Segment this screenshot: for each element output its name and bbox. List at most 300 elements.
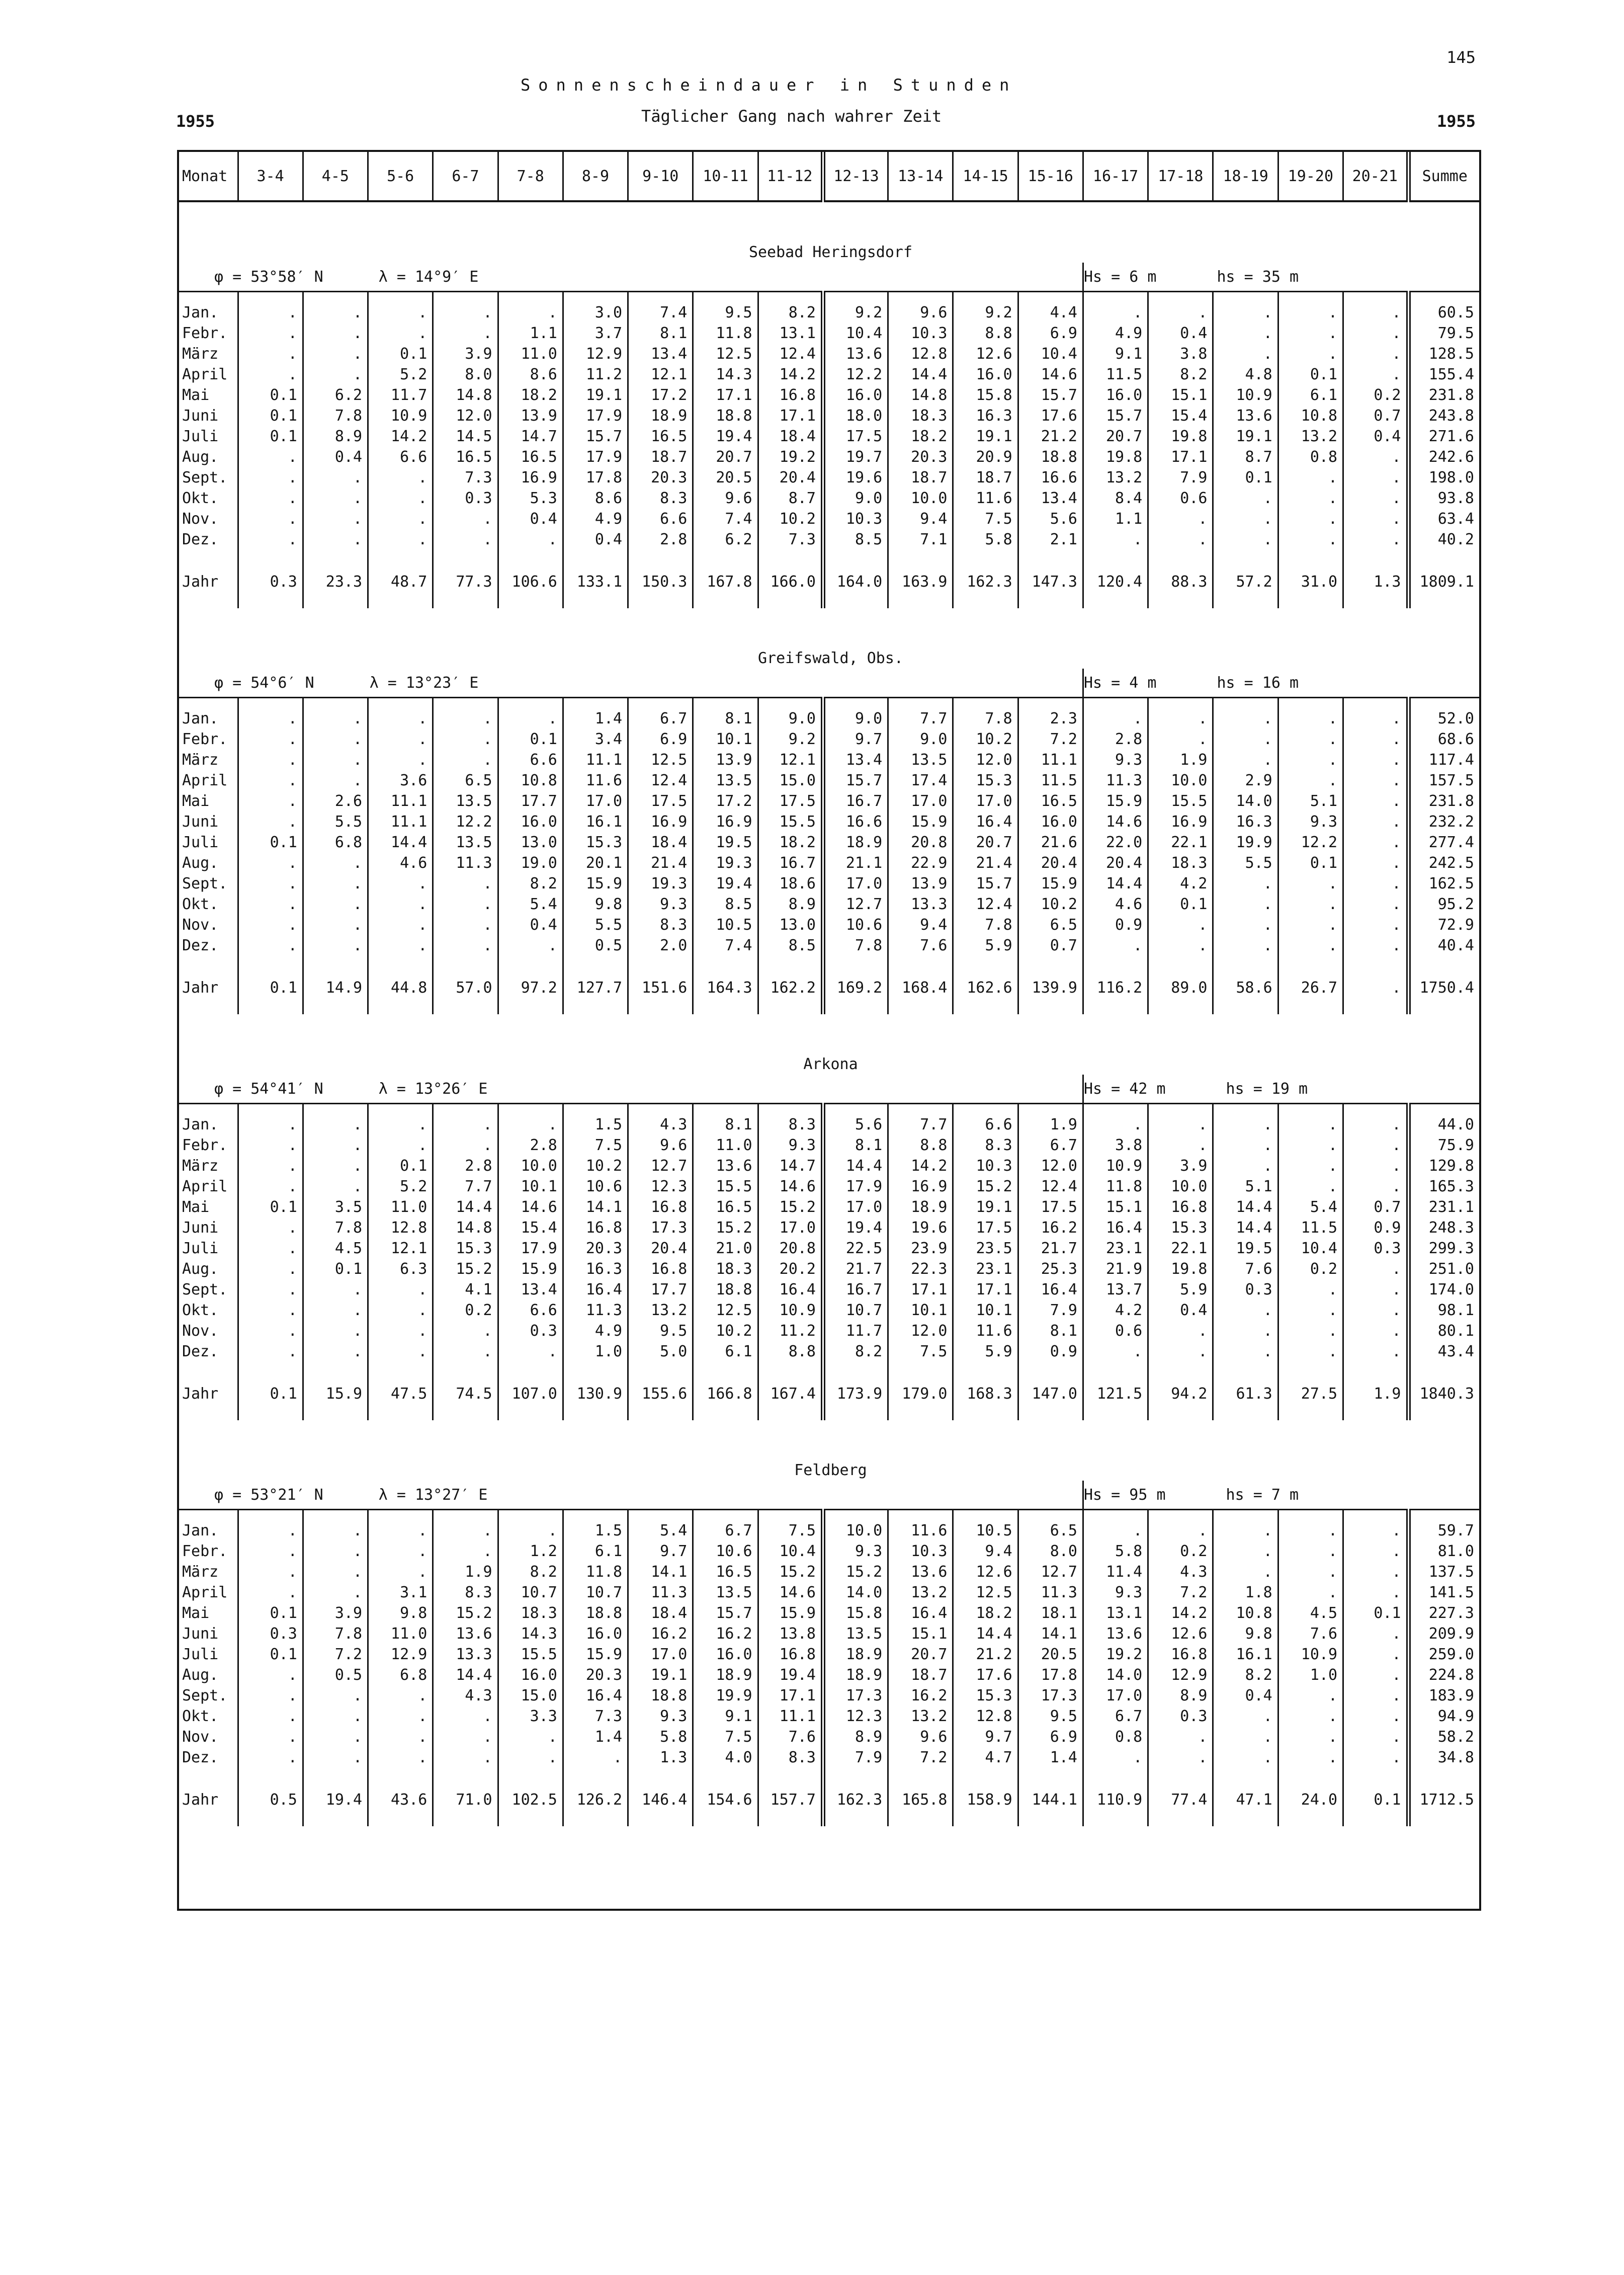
table-cell: 1.0 xyxy=(1278,1665,1343,1685)
table-cell: . xyxy=(1213,935,1278,956)
instrument-height: hs = 7 m xyxy=(1226,1486,1299,1504)
table-cell: 16.7 xyxy=(823,1279,888,1300)
table-cell: 16.4 xyxy=(953,811,1018,832)
table-cell: 129.8 xyxy=(1408,1156,1479,1176)
table-cell: 6.8 xyxy=(303,832,368,853)
table-cell: 16.6 xyxy=(1018,467,1083,488)
table-row xyxy=(179,426,1479,447)
table-cell: 0.9 xyxy=(1018,1341,1083,1362)
total-cell: 121.5 xyxy=(1083,1382,1148,1405)
table-cell: 0.1 xyxy=(1278,853,1343,873)
table-cell: 18.9 xyxy=(888,1197,953,1217)
table-row xyxy=(179,853,1479,873)
table-cell: . xyxy=(238,1706,303,1727)
table-cell: 8.1 xyxy=(628,323,693,344)
spacer-row xyxy=(179,1768,1479,1788)
table-cell: 9.5 xyxy=(693,302,758,323)
table-cell: 18.9 xyxy=(823,832,888,853)
month-label: April xyxy=(182,1178,228,1195)
table-cell: 15.3 xyxy=(433,1238,498,1259)
table-cell: 0.9 xyxy=(1083,915,1148,935)
month-label: Sept. xyxy=(182,875,228,892)
table-cell: 7.8 xyxy=(303,1623,368,1644)
table-cell: 15.4 xyxy=(1148,405,1213,426)
year-label-right: 1955 xyxy=(1436,112,1476,131)
table-cell: 18.9 xyxy=(823,1665,888,1685)
table-cell: . xyxy=(1213,1135,1278,1156)
table-cell: 0.1 xyxy=(1213,467,1278,488)
table-cell: . xyxy=(368,1341,433,1362)
table-cell: . xyxy=(1343,302,1408,323)
table-cell: . xyxy=(1343,509,1408,529)
table-cell: 16.4 xyxy=(888,1603,953,1623)
table-cell: 14.4 xyxy=(1213,1217,1278,1238)
table-cell: . xyxy=(563,1747,628,1768)
table-cell: 75.9 xyxy=(1408,1135,1479,1156)
table-cell: 16.2 xyxy=(1018,1217,1083,1238)
month-label: Juni xyxy=(182,813,219,831)
table-cell: 4.9 xyxy=(1083,323,1148,344)
table-cell: 15.5 xyxy=(758,811,823,832)
total-cell: 1750.4 xyxy=(1408,976,1479,999)
table-cell: 14.4 xyxy=(433,1197,498,1217)
table-cell: 43.4 xyxy=(1408,1341,1479,1362)
table-cell: . xyxy=(238,467,303,488)
table-cell: 248.3 xyxy=(1408,1217,1479,1238)
table-cell: 17.0 xyxy=(1083,1685,1148,1706)
table-cell: 18.6 xyxy=(758,873,823,894)
total-cell: 158.9 xyxy=(953,1788,1018,1811)
table-cell: 19.5 xyxy=(1213,1238,1278,1259)
table-cell: 13.3 xyxy=(433,1644,498,1665)
table-cell: . xyxy=(1343,1341,1408,1362)
table-cell: . xyxy=(498,1114,563,1135)
month-label: März xyxy=(182,1563,219,1581)
table-cell: 7.8 xyxy=(303,1217,368,1238)
table-cell: 18.0 xyxy=(823,405,888,426)
column-header: 13-14 xyxy=(888,152,953,201)
table-cell: 17.9 xyxy=(563,405,628,426)
table-cell: 15.5 xyxy=(1148,791,1213,811)
table-cell: 10.1 xyxy=(888,1300,953,1321)
table-cell: . xyxy=(1148,1114,1213,1135)
table-cell: 15.1 xyxy=(888,1623,953,1644)
table-cell: . xyxy=(1278,750,1343,770)
total-cell: 164.3 xyxy=(693,976,758,999)
table-cell: 10.9 xyxy=(758,1300,823,1321)
table-cell: 8.0 xyxy=(1018,1541,1083,1562)
total-cell: 26.7 xyxy=(1278,976,1343,999)
table-cell: . xyxy=(1278,1341,1343,1362)
table-cell: 16.0 xyxy=(563,1623,628,1644)
table-cell: 1.8 xyxy=(1213,1582,1278,1603)
table-cell: . xyxy=(303,1562,368,1582)
total-cell: 88.3 xyxy=(1148,570,1213,593)
table-row xyxy=(179,509,1479,529)
table-row xyxy=(179,1321,1479,1341)
table-cell: . xyxy=(1278,488,1343,509)
table-cell: 20.5 xyxy=(693,467,758,488)
table-cell: . xyxy=(303,1135,368,1156)
table-cell: 7.6 xyxy=(1278,1623,1343,1644)
table-cell: 0.1 xyxy=(238,405,303,426)
table-cell: 7.7 xyxy=(888,1114,953,1135)
table-cell: . xyxy=(368,509,433,529)
table-cell: 1.5 xyxy=(563,1520,628,1541)
table-cell: . xyxy=(1343,1135,1408,1156)
table-cell: 3.9 xyxy=(303,1603,368,1623)
table-cell: . xyxy=(303,1279,368,1300)
table-cell: 15.3 xyxy=(953,770,1018,791)
table-cell: 0.8 xyxy=(1083,1727,1148,1747)
table-cell: 10.3 xyxy=(888,323,953,344)
table-cell: 16.0 xyxy=(1018,811,1083,832)
table-row xyxy=(179,894,1479,915)
month-label: Sept. xyxy=(182,1281,228,1298)
sunshine-table xyxy=(177,150,1481,1911)
total-cell: 173.9 xyxy=(823,1382,888,1405)
table-cell: 16.0 xyxy=(823,385,888,405)
total-cell: 107.0 xyxy=(498,1382,563,1405)
table-cell: 10.8 xyxy=(498,770,563,791)
table-row xyxy=(179,1197,1479,1217)
table-cell: . xyxy=(1343,1623,1408,1644)
table-row xyxy=(179,364,1479,385)
total-cell: 133.1 xyxy=(563,570,628,593)
table-cell: 11.1 xyxy=(1018,750,1083,770)
table-cell: 17.1 xyxy=(758,1685,823,1706)
table-cell: 22.9 xyxy=(888,853,953,873)
table-cell: 18.7 xyxy=(888,1665,953,1685)
total-cell: 0.1 xyxy=(1343,1788,1408,1811)
table-cell: 14.4 xyxy=(953,1623,1018,1644)
month-label: April xyxy=(182,772,228,789)
table-cell: 12.9 xyxy=(368,1644,433,1665)
table-cell: 13.2 xyxy=(628,1300,693,1321)
table-cell: . xyxy=(238,791,303,811)
table-cell: 7.4 xyxy=(693,935,758,956)
table-cell: 16.8 xyxy=(758,1644,823,1665)
table-cell: . xyxy=(1343,1644,1408,1665)
month-label: Juli xyxy=(182,834,219,851)
longitude: λ = 13°27′ E xyxy=(378,1486,488,1504)
table-cell: 11.0 xyxy=(693,1135,758,1156)
table-cell: 8.3 xyxy=(433,1582,498,1603)
table-cell: 16.1 xyxy=(1213,1644,1278,1665)
table-cell: 5.0 xyxy=(628,1341,693,1362)
table-cell: 15.0 xyxy=(758,770,823,791)
table-cell: 19.1 xyxy=(628,1665,693,1685)
table-cell: 14.2 xyxy=(1148,1603,1213,1623)
table-cell: 20.5 xyxy=(1018,1644,1083,1665)
table-cell: 12.7 xyxy=(628,1156,693,1176)
table-cell: 8.4 xyxy=(1083,488,1148,509)
table-cell: . xyxy=(303,1114,368,1135)
table-cell: . xyxy=(1083,708,1148,729)
table-cell: 0.6 xyxy=(1083,1321,1148,1341)
table-cell: 137.5 xyxy=(1408,1562,1479,1582)
table-cell: 7.9 xyxy=(823,1747,888,1768)
table-row xyxy=(179,1217,1479,1238)
table-cell: 13.5 xyxy=(433,791,498,811)
table-cell: . xyxy=(1278,1135,1343,1156)
table-cell: . xyxy=(1213,1156,1278,1176)
month-label: Juli xyxy=(182,428,219,445)
table-cell: . xyxy=(368,1727,433,1747)
table-cell: 13.5 xyxy=(888,750,953,770)
table-cell: 14.3 xyxy=(693,364,758,385)
table-cell: 25.3 xyxy=(1018,1259,1083,1279)
table-cell: 21.1 xyxy=(823,853,888,873)
table-cell: 14.8 xyxy=(888,385,953,405)
table-cell: 5.5 xyxy=(1213,853,1278,873)
table-cell: 9.0 xyxy=(823,488,888,509)
table-cell: . xyxy=(1148,1341,1213,1362)
table-cell: 19.3 xyxy=(693,853,758,873)
table-cell: 14.0 xyxy=(1213,791,1278,811)
table-cell: 68.6 xyxy=(1408,729,1479,750)
table-cell: 20.9 xyxy=(953,447,1018,467)
table-cell: 4.1 xyxy=(433,1279,498,1300)
table-cell: . xyxy=(433,1706,498,1727)
table-cell: 3.6 xyxy=(368,770,433,791)
table-cell: 18.3 xyxy=(1148,853,1213,873)
table-cell: 10.3 xyxy=(953,1156,1018,1176)
table-cell: 8.1 xyxy=(1018,1321,1083,1341)
table-cell: 12.6 xyxy=(953,344,1018,364)
month-label: Jan. xyxy=(182,1116,219,1133)
table-cell: 17.5 xyxy=(953,1217,1018,1238)
table-cell: 2.1 xyxy=(1018,529,1083,550)
table-cell: 11.3 xyxy=(628,1582,693,1603)
table-cell: 4.9 xyxy=(563,1321,628,1341)
table-cell: . xyxy=(433,1341,498,1362)
table-cell: 20.1 xyxy=(563,853,628,873)
table-cell: . xyxy=(1213,509,1278,529)
table-cell: . xyxy=(303,729,368,750)
table-cell: . xyxy=(1343,1706,1408,1727)
table-cell: . xyxy=(1213,1114,1278,1135)
total-cell: 1712.5 xyxy=(1408,1788,1479,1811)
table-cell: 13.6 xyxy=(693,1156,758,1176)
table-cell: 18.8 xyxy=(563,1603,628,1623)
year-label: Jahr xyxy=(182,1385,219,1403)
month-label: Juni xyxy=(182,407,219,425)
spacer-row xyxy=(179,1510,1479,1521)
table-cell: 183.9 xyxy=(1408,1685,1479,1706)
total-cell: 1840.3 xyxy=(1408,1382,1479,1405)
table-cell: 10.1 xyxy=(953,1300,1018,1321)
table-cell: 21.7 xyxy=(823,1259,888,1279)
table-cell: 7.7 xyxy=(433,1176,498,1197)
table-cell: 5.5 xyxy=(563,915,628,935)
table-cell: . xyxy=(1278,708,1343,729)
table-cell: 12.5 xyxy=(693,1300,758,1321)
table-cell: . xyxy=(368,1321,433,1341)
table-cell: 0.3 xyxy=(433,488,498,509)
total-cell: 74.5 xyxy=(433,1382,498,1405)
table-cell: 13.4 xyxy=(498,1279,563,1300)
table-cell: 174.0 xyxy=(1408,1279,1479,1300)
table-row xyxy=(179,1279,1479,1300)
table-cell: 19.2 xyxy=(758,447,823,467)
table-cell: 10.1 xyxy=(693,729,758,750)
table-row xyxy=(179,1520,1479,1541)
table-cell: . xyxy=(1343,1114,1408,1135)
total-cell: 89.0 xyxy=(1148,976,1213,999)
table-cell: 40.2 xyxy=(1408,529,1479,550)
table-cell: 8.2 xyxy=(758,302,823,323)
table-cell: 15.1 xyxy=(1083,1197,1148,1217)
table-cell: 21.7 xyxy=(1018,1238,1083,1259)
table-cell: . xyxy=(368,1279,433,1300)
table-row xyxy=(179,302,1479,323)
table-cell: . xyxy=(1213,323,1278,344)
table-cell: . xyxy=(238,1217,303,1238)
table-cell: 16.9 xyxy=(628,811,693,832)
table-cell: . xyxy=(238,302,303,323)
table-cell: . xyxy=(303,935,368,956)
header-row xyxy=(179,152,1479,201)
table-cell: 7.2 xyxy=(888,1747,953,1768)
table-cell: 3.3 xyxy=(498,1706,563,1727)
table-cell: . xyxy=(1083,529,1148,550)
table-cell: 2.3 xyxy=(1018,708,1083,729)
table-cell: 10.4 xyxy=(758,1541,823,1562)
table-cell: 7.5 xyxy=(953,509,1018,529)
table-cell: . xyxy=(1213,1562,1278,1582)
table-cell: 242.5 xyxy=(1408,853,1479,873)
table-cell: 16.0 xyxy=(498,1665,563,1685)
table-cell: 11.3 xyxy=(1083,770,1148,791)
table-cell: 17.5 xyxy=(628,791,693,811)
table-cell: 18.8 xyxy=(1018,447,1083,467)
table-cell: . xyxy=(303,1341,368,1362)
column-header: 4-5 xyxy=(303,152,368,201)
table-cell: 22.0 xyxy=(1083,832,1148,853)
table-cell: 8.3 xyxy=(628,488,693,509)
table-cell: 12.1 xyxy=(628,364,693,385)
table-cell: 11.3 xyxy=(1018,1582,1083,1603)
month-label: Juni xyxy=(182,1219,219,1237)
table-cell: 17.1 xyxy=(1148,447,1213,467)
table-cell: 5.5 xyxy=(303,811,368,832)
table-cell: 7.8 xyxy=(823,935,888,956)
table-cell: 9.4 xyxy=(888,509,953,529)
total-cell: 24.0 xyxy=(1278,1788,1343,1811)
table-cell: 11.5 xyxy=(1083,364,1148,385)
table-cell: 2.8 xyxy=(498,1135,563,1156)
total-cell: 71.0 xyxy=(433,1788,498,1811)
total-cell: 163.9 xyxy=(888,570,953,593)
table-cell: 9.2 xyxy=(823,302,888,323)
total-cell: 0.1 xyxy=(238,1382,303,1405)
table-cell: . xyxy=(1343,1747,1408,1768)
table-cell: 18.1 xyxy=(1018,1603,1083,1623)
table-cell: . xyxy=(433,873,498,894)
table-cell: . xyxy=(433,1541,498,1562)
data-table xyxy=(179,152,1479,1826)
table-cell: 12.9 xyxy=(1148,1665,1213,1685)
table-cell: 4.7 xyxy=(953,1747,1018,1768)
table-cell: 7.9 xyxy=(1148,467,1213,488)
column-header: 16-17 xyxy=(1083,152,1148,201)
table-cell: . xyxy=(1148,1135,1213,1156)
table-cell: 14.2 xyxy=(758,364,823,385)
table-cell: . xyxy=(498,1341,563,1362)
table-cell: 19.1 xyxy=(1213,426,1278,447)
table-cell: 2.8 xyxy=(433,1156,498,1176)
table-cell: . xyxy=(303,1582,368,1603)
table-cell: . xyxy=(498,1520,563,1541)
table-cell: 20.7 xyxy=(693,447,758,467)
table-cell: 14.6 xyxy=(1083,811,1148,832)
total-cell: 0.5 xyxy=(238,1788,303,1811)
table-cell: 6.7 xyxy=(693,1520,758,1541)
table-cell: 0.2 xyxy=(1343,385,1408,405)
month-label: März xyxy=(182,751,219,769)
table-cell: 18.2 xyxy=(758,832,823,853)
table-cell: . xyxy=(1343,1582,1408,1603)
table-row xyxy=(179,385,1479,405)
table-cell: 1.9 xyxy=(1018,1114,1083,1135)
table-cell: 128.5 xyxy=(1408,344,1479,364)
table-cell: 17.6 xyxy=(1018,405,1083,426)
table-cell: 21.2 xyxy=(953,1644,1018,1665)
table-cell: 12.6 xyxy=(1148,1623,1213,1644)
table-row xyxy=(179,1135,1479,1156)
table-row xyxy=(179,447,1479,467)
table-cell: 10.3 xyxy=(823,509,888,529)
table-row xyxy=(179,1114,1479,1135)
total-cell: 23.3 xyxy=(303,570,368,593)
table-cell: . xyxy=(1278,1747,1343,1768)
table-cell: . xyxy=(1343,1321,1408,1341)
total-cell: 164.0 xyxy=(823,570,888,593)
table-cell: . xyxy=(368,873,433,894)
month-label: Okt. xyxy=(182,1708,219,1725)
table-cell: 16.4 xyxy=(1083,1217,1148,1238)
table-cell: 11.1 xyxy=(563,750,628,770)
table-cell: 251.0 xyxy=(1408,1259,1479,1279)
table-cell: 10.5 xyxy=(693,915,758,935)
total-cell: 166.0 xyxy=(758,570,823,593)
table-cell: 19.8 xyxy=(1148,1259,1213,1279)
page-number: 145 xyxy=(1446,48,1476,67)
table-cell: 10.9 xyxy=(1083,1156,1148,1176)
table-cell: 17.0 xyxy=(888,791,953,811)
table-cell: 11.6 xyxy=(563,770,628,791)
table-cell: 0.3 xyxy=(1148,1706,1213,1727)
table-cell: . xyxy=(238,894,303,915)
table-cell: 17.0 xyxy=(823,873,888,894)
table-cell: 11.2 xyxy=(563,364,628,385)
table-cell: 12.4 xyxy=(628,770,693,791)
table-cell: . xyxy=(1278,467,1343,488)
table-cell: 8.9 xyxy=(1148,1685,1213,1706)
month-label: Dez. xyxy=(182,1749,219,1766)
table-cell: 2.8 xyxy=(1083,729,1148,750)
table-cell: 8.6 xyxy=(563,488,628,509)
table-cell: 14.4 xyxy=(1083,873,1148,894)
table-cell: 6.8 xyxy=(368,1665,433,1685)
table-cell: 0.2 xyxy=(433,1300,498,1321)
spacer-row xyxy=(179,698,1479,709)
table-cell: 10.2 xyxy=(693,1321,758,1341)
table-cell: 15.0 xyxy=(498,1685,563,1706)
table-cell: 63.4 xyxy=(1408,509,1479,529)
column-header: 7-8 xyxy=(498,152,563,201)
